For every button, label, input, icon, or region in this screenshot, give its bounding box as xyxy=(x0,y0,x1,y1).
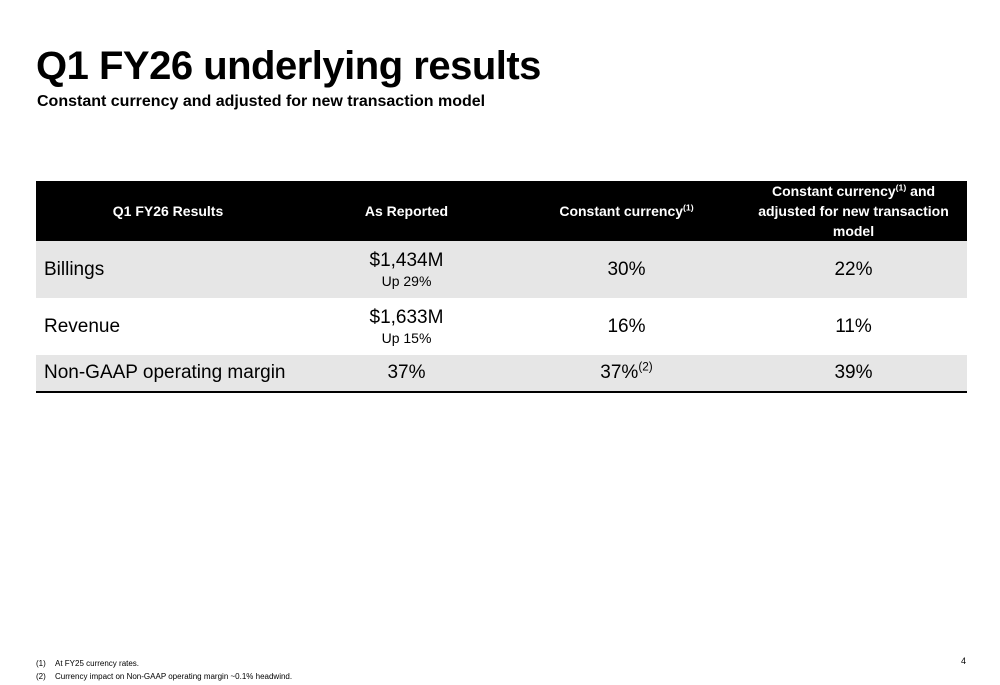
footnote-text: At FY25 currency rates. xyxy=(55,659,140,668)
reported-value: $1,434M xyxy=(369,249,444,271)
header-adj-pre: Constant currency xyxy=(771,183,896,199)
header-constant-currency xyxy=(513,181,740,241)
footnote-ref: (2) xyxy=(638,360,653,374)
footnote-text: Currency impact on Non-GAAP operating margin ~0.1% headwind. xyxy=(55,672,293,681)
page-subtitle: Constant currency and adjusted for new transaction model xyxy=(37,93,486,110)
reported-change: Up 29% xyxy=(381,272,432,289)
footnote-ref: (1) xyxy=(895,182,907,193)
row-label: Non-GAAP operating margin xyxy=(44,362,286,383)
reported-value: $1,633M xyxy=(369,306,444,328)
footnote-number: (2) xyxy=(36,672,46,681)
cell-constant-currency: 16% xyxy=(607,315,646,337)
header-adj-post: and adjusted for new transaction model xyxy=(758,183,949,239)
reported-change: Up 15% xyxy=(381,329,432,346)
cell-as-reported: 37% xyxy=(387,362,426,383)
table-row-operating-margin xyxy=(36,355,967,392)
footnote-ref: (1) xyxy=(683,202,694,213)
header-results: Q1 FY26 Results xyxy=(112,203,224,219)
row-label: Revenue xyxy=(44,315,121,337)
header-cc-text: Constant currency xyxy=(559,203,684,219)
table-header-row xyxy=(36,181,967,241)
footnote-1 xyxy=(36,657,292,670)
row-label: Billings xyxy=(44,258,105,280)
footnotes xyxy=(36,657,292,683)
cell-cc-adjusted: 22% xyxy=(834,258,873,280)
cell-constant-currency xyxy=(513,355,740,392)
cc-value: 37% xyxy=(600,362,639,383)
page-title: Q1 FY26 underlying results xyxy=(36,44,541,88)
cell-as-reported xyxy=(300,298,513,355)
table-row-revenue xyxy=(36,298,967,355)
table-row-billings xyxy=(36,241,967,298)
cell-as-reported xyxy=(300,241,513,298)
footnote-number: (1) xyxy=(36,659,46,668)
results-table xyxy=(36,181,967,393)
page-number: 4 xyxy=(961,656,967,666)
cell-constant-currency: 30% xyxy=(607,258,646,280)
cell-cc-adjusted: 39% xyxy=(834,362,873,383)
header-as-reported: As Reported xyxy=(364,203,449,219)
footnote-2 xyxy=(36,670,292,683)
cell-cc-adjusted: 11% xyxy=(835,315,872,337)
header-cc-adjusted xyxy=(740,181,967,241)
